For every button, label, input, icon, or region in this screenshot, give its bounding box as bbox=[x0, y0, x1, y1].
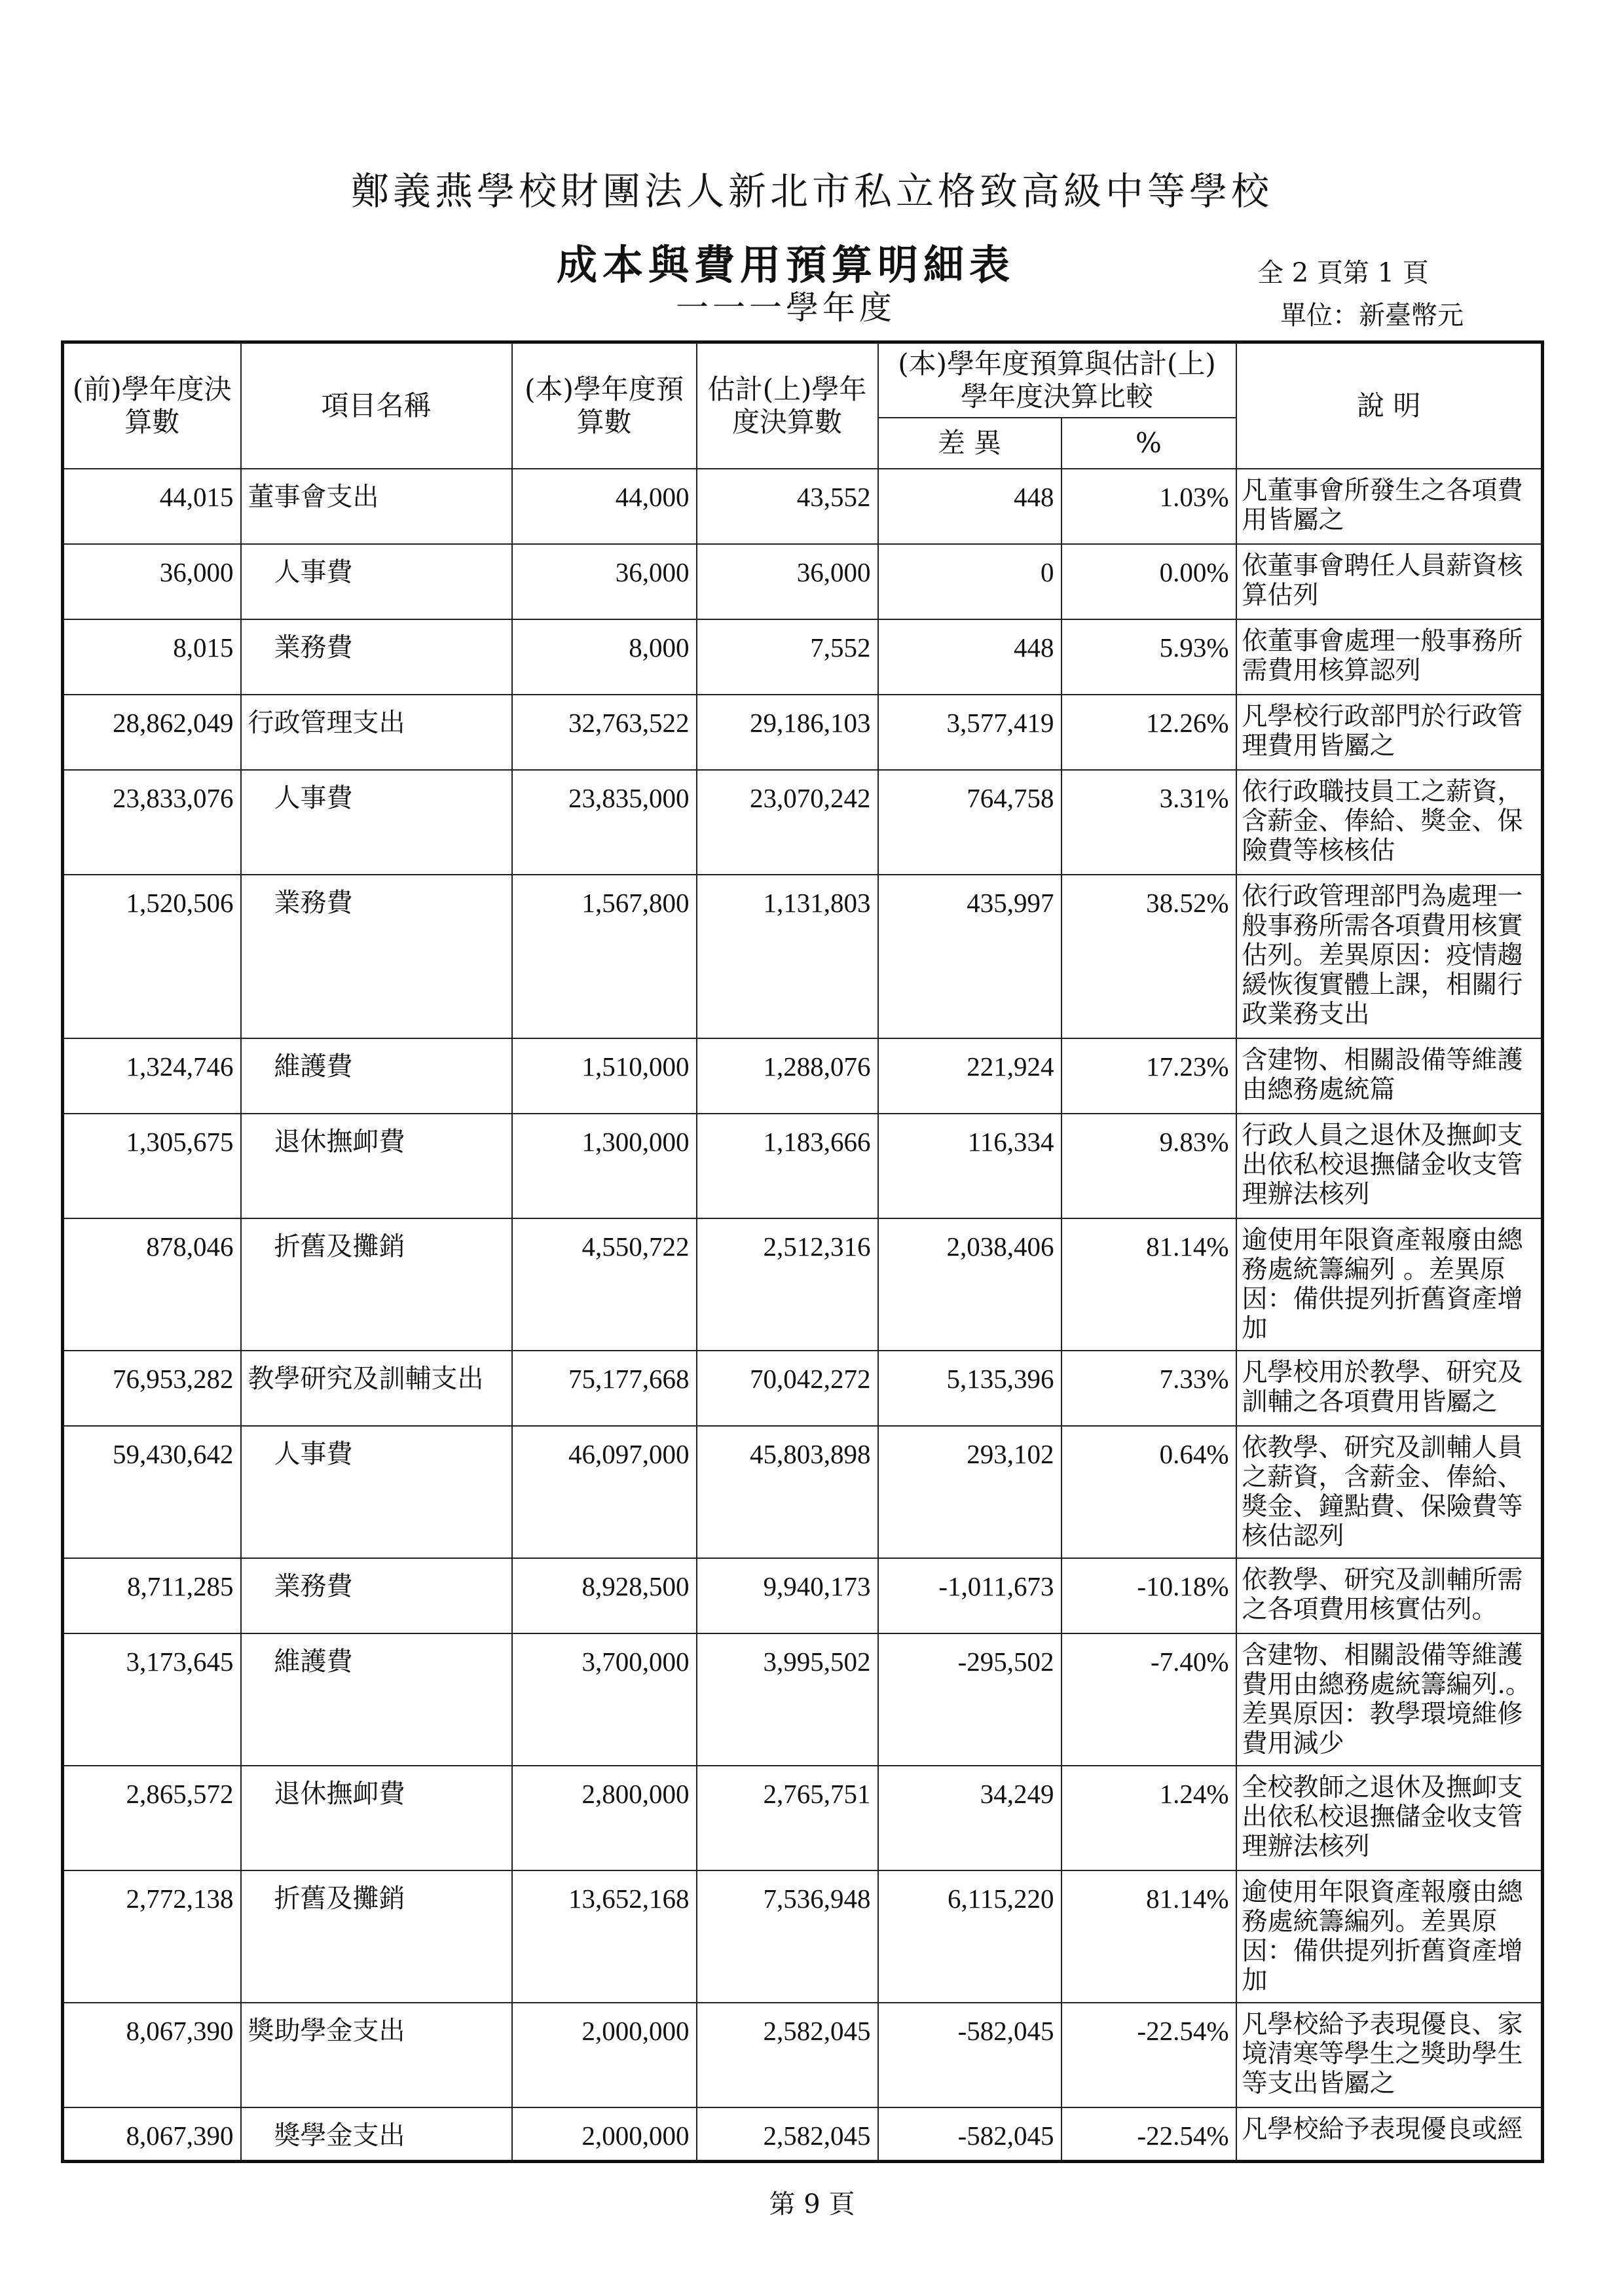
cell-difference: 448 bbox=[878, 619, 1061, 695]
cell-difference: -1,011,673 bbox=[878, 1558, 1061, 1633]
cell-difference: 764,758 bbox=[878, 770, 1061, 875]
cell-difference: 2,038,406 bbox=[878, 1218, 1061, 1351]
cell-difference: 293,102 bbox=[878, 1426, 1061, 1558]
cell-percent: 38.52% bbox=[1061, 875, 1236, 1038]
cell-budget: 1,300,000 bbox=[512, 1114, 697, 1218]
organization-title: 鄭義燕學校財團法人新北市私立格致高級中等學校 bbox=[350, 169, 1273, 213]
cell-description: 依教學、研究及訓輔人員之薪資，含薪金、俸給、獎金、鐘點費、保險費等核估認列 bbox=[1236, 1426, 1543, 1558]
page-info: 全 2 頁第 1 頁 bbox=[1257, 258, 1429, 288]
table-row bbox=[63, 1558, 1543, 1633]
cell-percent: 1.24% bbox=[1061, 1766, 1236, 1870]
cell-difference: 6,115,220 bbox=[878, 1870, 1061, 2003]
cell-prev-actual: 36,000 bbox=[63, 544, 241, 619]
cell-description: 凡學校行政部門於行政管理費用皆屬之 bbox=[1236, 695, 1543, 770]
cell-item-name: 退休撫卹費 bbox=[241, 1766, 512, 1870]
cell-estimate: 2,582,045 bbox=[697, 2003, 878, 2107]
cell-estimate: 2,765,751 bbox=[697, 1766, 878, 1870]
cell-percent: -7.40% bbox=[1061, 1633, 1236, 1766]
table-row bbox=[63, 2003, 1543, 2107]
cell-item-name: 維護費 bbox=[241, 1633, 512, 1766]
table-row bbox=[63, 875, 1543, 1038]
cell-difference: 34,249 bbox=[878, 1766, 1061, 1870]
cell-difference: 5,135,396 bbox=[878, 1351, 1061, 1426]
budget-table bbox=[61, 340, 1544, 2163]
cell-prev-actual: 3,173,645 bbox=[63, 1633, 241, 1766]
cell-item-name: 人事費 bbox=[241, 1426, 512, 1558]
cell-percent: -22.54% bbox=[1061, 2003, 1236, 2107]
cell-estimate: 70,042,272 bbox=[697, 1351, 878, 1426]
table-row bbox=[63, 1870, 1543, 2003]
page-number: 第 9 頁 bbox=[769, 2189, 855, 2219]
cell-description: 全校教師之退休及撫卹支出依私校退撫儲金收支管理辦法核列 bbox=[1236, 1766, 1543, 1870]
cell-prev-actual: 878,046 bbox=[63, 1218, 241, 1351]
cell-description: 依董事會處理一般事務所需費用核算認列 bbox=[1236, 619, 1543, 695]
cell-estimate: 1,288,076 bbox=[697, 1038, 878, 1114]
cell-budget: 8,928,500 bbox=[512, 1558, 697, 1633]
cell-percent: 81.14% bbox=[1061, 1218, 1236, 1351]
cell-percent: -10.18% bbox=[1061, 1558, 1236, 1633]
cell-description: 含建物、相關設備等維護費用由總務處統籌編列.。差異原因：教學環境維修費用減少 bbox=[1236, 1633, 1543, 1766]
cell-item-name: 人事費 bbox=[241, 544, 512, 619]
table-row bbox=[63, 1218, 1543, 1351]
table-row bbox=[63, 544, 1543, 619]
cell-budget: 1,567,800 bbox=[512, 875, 697, 1038]
cell-difference: 448 bbox=[878, 469, 1061, 544]
cell-item-name: 董事會支出 bbox=[241, 469, 512, 544]
cell-difference: 221,924 bbox=[878, 1038, 1061, 1114]
table-row bbox=[63, 1633, 1543, 1766]
cell-description: 凡學校給予表現優良、家境清寒等學生之獎助學生等支出皆屬之 bbox=[1236, 2003, 1543, 2107]
cell-description: 逾使用年限資產報廢由總務處統籌編列。差異原因：備供提列折舊資產增加 bbox=[1236, 1870, 1543, 2003]
cell-percent: 5.93% bbox=[1061, 619, 1236, 695]
cell-item-name: 退休撫卹費 bbox=[241, 1114, 512, 1218]
header-description: 說 明 bbox=[1236, 342, 1543, 469]
header-difference: 差 異 bbox=[878, 418, 1061, 469]
currency-unit: 單位：新臺幣元 bbox=[1280, 301, 1464, 331]
cell-item-name: 業務費 bbox=[241, 619, 512, 695]
header-estimate: 估計(上)學年度決算數 bbox=[697, 342, 878, 469]
cell-prev-actual: 8,067,390 bbox=[63, 2003, 241, 2107]
cell-item-name: 獎助學金支出 bbox=[241, 2003, 512, 2107]
cell-difference: -582,045 bbox=[878, 2003, 1061, 2107]
cell-item-name: 教學研究及訓輔支出 bbox=[241, 1351, 512, 1426]
cell-prev-actual: 1,324,746 bbox=[63, 1038, 241, 1114]
table-row bbox=[63, 1766, 1543, 1870]
header-budget: (本)學年度預算數 bbox=[512, 342, 697, 469]
cell-prev-actual: 59,430,642 bbox=[63, 1426, 241, 1558]
cell-budget: 1,510,000 bbox=[512, 1038, 697, 1114]
cell-description: 依教學、研究及訓輔所需之各項費用核實估列。 bbox=[1236, 1558, 1543, 1633]
table-row bbox=[63, 619, 1543, 695]
cell-percent: 1.03% bbox=[1061, 469, 1236, 544]
cell-percent: 12.26% bbox=[1061, 695, 1236, 770]
cell-estimate: 43,552 bbox=[697, 469, 878, 544]
cell-description: 依行政職技員工之薪資，含薪金、俸給、獎金、保險費等核核估 bbox=[1236, 770, 1543, 875]
cell-item-name: 維護費 bbox=[241, 1038, 512, 1114]
cell-budget: 13,652,168 bbox=[512, 1870, 697, 2003]
cell-percent: -22.54% bbox=[1061, 2107, 1236, 2161]
cell-item-name: 折舊及攤銷 bbox=[241, 1870, 512, 2003]
cell-description: 依行政管理部門為處理一般事務所需各項費用核實估列。差異原因：疫情趨緩恢復實體上課，相關行政業務支出 bbox=[1236, 875, 1543, 1038]
table-row bbox=[63, 1351, 1543, 1426]
cell-percent: 9.83% bbox=[1061, 1114, 1236, 1218]
table-row bbox=[63, 469, 1543, 544]
table-row bbox=[63, 1114, 1543, 1218]
cell-budget: 44,000 bbox=[512, 469, 697, 544]
cell-item-name: 人事費 bbox=[241, 770, 512, 875]
cell-estimate: 29,186,103 bbox=[697, 695, 878, 770]
cell-percent: 0.64% bbox=[1061, 1426, 1236, 1558]
cell-prev-actual: 76,953,282 bbox=[63, 1351, 241, 1426]
cell-budget: 23,835,000 bbox=[512, 770, 697, 875]
cell-estimate: 45,803,898 bbox=[697, 1426, 878, 1558]
cell-difference: -295,502 bbox=[878, 1633, 1061, 1766]
cell-estimate: 23,070,242 bbox=[697, 770, 878, 875]
cell-estimate: 7,536,948 bbox=[697, 1870, 878, 2003]
cell-description: 逾使用年限資產報廢由總務處統籌編列 。差異原因：備供提列折舊資產增加 bbox=[1236, 1218, 1543, 1351]
cell-item-name: 業務費 bbox=[241, 875, 512, 1038]
cell-item-name: 行政管理支出 bbox=[241, 695, 512, 770]
cell-percent: 3.31% bbox=[1061, 770, 1236, 875]
cell-budget: 46,097,000 bbox=[512, 1426, 697, 1558]
cell-budget: 2,800,000 bbox=[512, 1766, 697, 1870]
cell-difference: 435,997 bbox=[878, 875, 1061, 1038]
header-item-name: 項目名稱 bbox=[241, 342, 512, 469]
cell-prev-actual: 28,862,049 bbox=[63, 695, 241, 770]
cell-estimate: 7,552 bbox=[697, 619, 878, 695]
cell-description: 凡董事會所發生之各項費用皆屬之 bbox=[1236, 469, 1543, 544]
cell-difference: 116,334 bbox=[878, 1114, 1061, 1218]
cell-difference: 3,577,419 bbox=[878, 695, 1061, 770]
cell-budget: 32,763,522 bbox=[512, 695, 697, 770]
table-row bbox=[63, 770, 1543, 875]
cell-item-name: 業務費 bbox=[241, 1558, 512, 1633]
table-row bbox=[63, 1038, 1543, 1114]
document-title: 成本與費用預算明細表 bbox=[556, 241, 1015, 289]
cell-prev-actual: 1,520,506 bbox=[63, 875, 241, 1038]
cell-item-name: 獎學金支出 bbox=[241, 2107, 512, 2161]
cell-estimate: 36,000 bbox=[697, 544, 878, 619]
header-percent: % bbox=[1061, 418, 1236, 469]
cell-budget: 3,700,000 bbox=[512, 1633, 697, 1766]
cell-budget: 2,000,000 bbox=[512, 2003, 697, 2107]
cell-prev-actual: 23,833,076 bbox=[63, 770, 241, 875]
cell-item-name: 折舊及攤銷 bbox=[241, 1218, 512, 1351]
cell-description: 行政人員之退休及撫卹支出依私校退撫儲金收支管理辦法核列 bbox=[1236, 1114, 1543, 1218]
cell-percent: 7.33% bbox=[1061, 1351, 1236, 1426]
cell-prev-actual: 2,772,138 bbox=[63, 1870, 241, 2003]
cell-estimate: 9,940,173 bbox=[697, 1558, 878, 1633]
fiscal-year: 一一一學年度 bbox=[676, 289, 896, 327]
cell-description: 凡學校給予表現優良或經 bbox=[1236, 2107, 1543, 2161]
cell-percent: 17.23% bbox=[1061, 1038, 1236, 1114]
header-prev-year: (前)學年度決算數 bbox=[63, 342, 241, 469]
table-row bbox=[63, 695, 1543, 770]
cell-budget: 36,000 bbox=[512, 544, 697, 619]
cell-description: 依董事會聘任人員薪資核算估列 bbox=[1236, 544, 1543, 619]
cell-budget: 75,177,668 bbox=[512, 1351, 697, 1426]
cell-description: 含建物、相關設備等維護由總務處統篇 bbox=[1236, 1038, 1543, 1114]
cell-budget: 4,550,722 bbox=[512, 1218, 697, 1351]
cell-prev-actual: 1,305,675 bbox=[63, 1114, 241, 1218]
cell-difference: -582,045 bbox=[878, 2107, 1061, 2161]
cell-prev-actual: 8,015 bbox=[63, 619, 241, 695]
cell-prev-actual: 2,865,572 bbox=[63, 1766, 241, 1870]
cell-percent: 0.00% bbox=[1061, 544, 1236, 619]
cell-percent: 81.14% bbox=[1061, 1870, 1236, 2003]
table-row bbox=[63, 2107, 1543, 2161]
cell-prev-actual: 8,711,285 bbox=[63, 1558, 241, 1633]
cell-estimate: 2,582,045 bbox=[697, 2107, 878, 2161]
cell-estimate: 1,183,666 bbox=[697, 1114, 878, 1218]
cell-estimate: 3,995,502 bbox=[697, 1633, 878, 1766]
cell-description: 凡學校用於教學、研究及訓輔之各項費用皆屬之 bbox=[1236, 1351, 1543, 1426]
cell-prev-actual: 44,015 bbox=[63, 469, 241, 544]
cell-budget: 8,000 bbox=[512, 619, 697, 695]
cell-estimate: 1,131,803 bbox=[697, 875, 878, 1038]
header-comparison: (本)學年度預算與估計(上)學年度決算比較 bbox=[878, 342, 1236, 418]
cell-estimate: 2,512,316 bbox=[697, 1218, 878, 1351]
cell-difference: 0 bbox=[878, 544, 1061, 619]
table-row bbox=[63, 1426, 1543, 1558]
cell-budget: 2,000,000 bbox=[512, 2107, 697, 2161]
cell-prev-actual: 8,067,390 bbox=[63, 2107, 241, 2161]
